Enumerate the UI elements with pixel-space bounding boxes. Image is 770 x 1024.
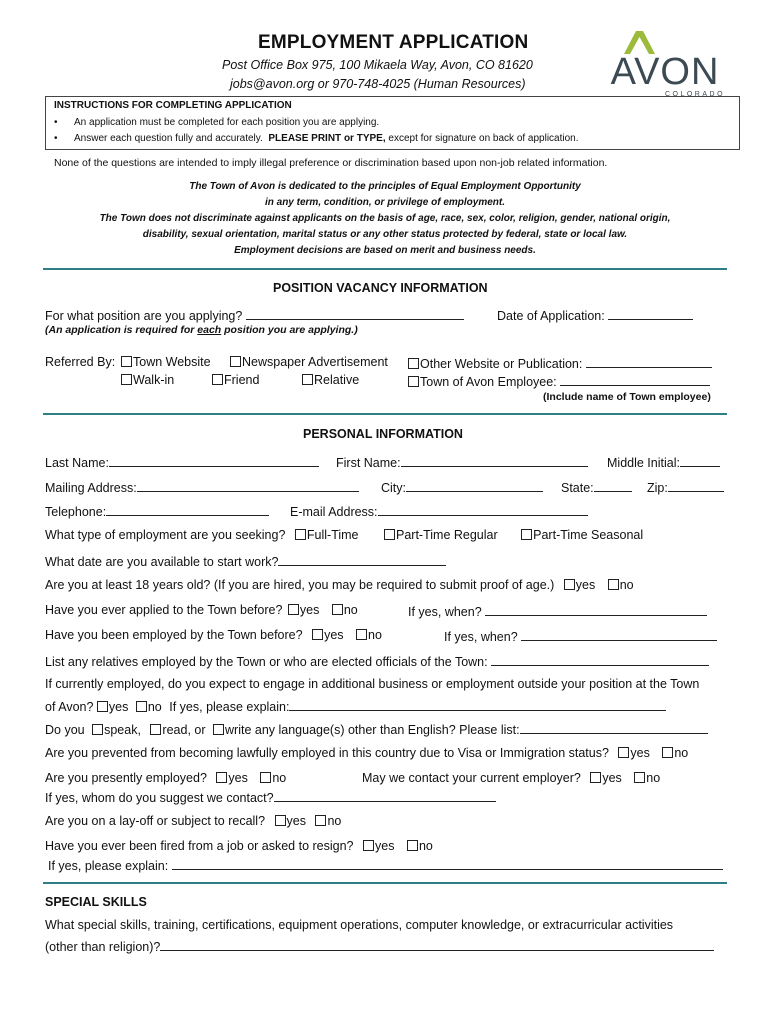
language-input[interactable] <box>520 721 708 734</box>
eeo-line-2: in any term, condition, or privilege of employment. <box>264 197 506 208</box>
instruction-text-1: An application must be completed for each position you are applying. <box>74 117 380 128</box>
part-time-seasonal-label: Part-Time Seasonal <box>533 528 644 542</box>
employment-type-label: What type of employment are you seeking? <box>45 528 286 542</box>
applied-when-input[interactable] <box>485 603 707 616</box>
no-label: no <box>343 603 358 617</box>
newspaper-checkbox[interactable] <box>230 356 241 367</box>
eeo-line-3: The Town does not discriminate against applicants on the basis of age, race, sex, color, religion, gender, national origin, <box>99 213 671 224</box>
fired-no-checkbox[interactable] <box>407 840 418 851</box>
vacancy-heading: POSITION VACANCY INFORMATION <box>273 281 488 295</box>
position-label: For what position are you applying? <box>45 309 243 323</box>
town-website-label: Town Website <box>133 355 211 369</box>
yes-label: yes <box>375 839 395 853</box>
avon-logo-graphic <box>603 28 728 98</box>
skills-question-line1: What special skills, training, certifications, equipment operations, computer knowledge, or extracurricular activities <box>45 918 674 932</box>
avon-logo <box>603 28 728 101</box>
state-label: State: <box>561 481 594 495</box>
yes-label: yes <box>324 628 344 642</box>
age-question <box>45 578 634 592</box>
yes-label: yes <box>228 771 248 785</box>
include-name-note: (Include name of Town employee) <box>543 391 711 403</box>
contact-employer-question <box>362 771 660 785</box>
relatives-input[interactable] <box>491 653 709 666</box>
contact-line: jobs@avon.org or 970-748-4025 (Human Resources) <box>230 77 526 91</box>
town-employee-label: Town of Avon Employee: <box>420 375 557 389</box>
employed-yes-checkbox[interactable] <box>312 629 323 640</box>
layoff-yes-checkbox[interactable] <box>275 815 286 826</box>
town-website-checkbox[interactable] <box>121 356 132 367</box>
instruction-text-2a: Answer each question fully and accurately. <box>74 133 263 144</box>
friend-checkbox[interactable] <box>212 374 223 385</box>
language-question <box>45 721 708 737</box>
no-label: no <box>368 628 382 642</box>
telephone-input[interactable] <box>106 503 269 516</box>
layoff-no-checkbox[interactable] <box>315 815 326 826</box>
employed-before-label: Have you been employed by the Town before? <box>45 628 303 642</box>
mailing-address-label: Mailing Address: <box>45 481 137 495</box>
yes-label: yes <box>630 746 650 760</box>
if-yes-when-label: If yes, when? <box>408 605 482 619</box>
instruction-text-2b: PLEASE PRINT or TYPE, <box>268 133 386 144</box>
skills-question-line2 <box>45 938 714 954</box>
if-yes-when-label: If yes, when? <box>444 630 518 644</box>
no-label: no <box>619 578 634 592</box>
employment-type-question <box>45 528 643 542</box>
business-avon-label: of Avon? <box>45 700 94 714</box>
mailing-address-field <box>45 479 359 495</box>
referred-by-label: Referred By: <box>45 355 116 369</box>
start-date-question <box>45 553 446 569</box>
applied-no-checkbox[interactable] <box>332 604 343 615</box>
applied-before-question <box>45 603 358 617</box>
employed-when-input[interactable] <box>521 628 717 641</box>
if-yes-explain-label: If yes, please explain: <box>48 859 169 873</box>
note-part-b: position you are applying.) <box>221 324 358 336</box>
city-input[interactable] <box>406 479 543 492</box>
section-divider <box>43 268 727 270</box>
address-line: Post Office Box 975, 100 Mikaela Way, Avon, CO 81620 <box>222 58 533 72</box>
note-each: each <box>197 324 222 336</box>
other-website-input[interactable] <box>586 355 712 368</box>
yes-label: yes <box>602 771 622 785</box>
ref-newspaper <box>230 355 388 369</box>
business-explain-input[interactable] <box>289 698 666 711</box>
date-of-application <box>497 307 693 323</box>
email-label: E-mail Address: <box>290 505 378 519</box>
visa-question <box>45 746 688 760</box>
instruction-text-2c: except for signature on back of application. <box>388 133 579 144</box>
applied-yes-checkbox[interactable] <box>288 604 299 615</box>
business-yes-checkbox[interactable] <box>97 701 108 712</box>
no-label: no <box>272 771 287 785</box>
eeo-line-4: disability, sexual orientation, marital status or any other status protected by federal, state or local law. <box>142 229 628 240</box>
fired-label: Have you ever been fired from a job or asked to resign? <box>45 839 354 853</box>
visa-no-checkbox[interactable] <box>662 747 673 758</box>
logo-wordmark: AVON <box>610 51 720 93</box>
middle-initial-field <box>607 454 720 470</box>
do-you-label: Do you <box>45 723 85 737</box>
contact-employer-label: May we contact your current employer? <box>362 771 581 785</box>
eeo-line-1: The Town of Avon is dedicated to the principles of Equal Employment Opportunity <box>189 181 581 192</box>
age-label: Are you at least 18 years old? (If you are hired, you may be required to submit proof of age.) <box>45 578 555 592</box>
instruction-bullet-2: • Answer each question fully and accurately. PLEASE PRINT or TYPE, except for signature on back of application. <box>54 133 579 144</box>
section-divider <box>43 882 727 884</box>
skills-input[interactable] <box>160 938 714 951</box>
zip-field <box>647 479 724 495</box>
speak-checkbox[interactable] <box>92 724 103 735</box>
age-no-checkbox[interactable] <box>608 579 619 590</box>
telephone-label: Telephone: <box>45 505 107 519</box>
other-website-label: Other Website or Publication: <box>420 357 583 371</box>
date-application-label: Date of Application: <box>497 309 605 323</box>
first-name-label: First Name: <box>336 456 401 470</box>
instructions-heading: INSTRUCTIONS FOR COMPLETING APPLICATION <box>54 100 292 111</box>
no-label: no <box>147 700 162 714</box>
write-checkbox[interactable] <box>213 724 224 735</box>
relatives-label: List any relatives employed by the Town or who are elected officials of the Town: <box>45 655 488 669</box>
ref-other-website <box>408 355 712 371</box>
town-employee-input[interactable] <box>560 373 710 386</box>
email-field <box>290 503 588 519</box>
state-field <box>561 479 632 495</box>
ref-town-website <box>121 355 211 369</box>
fired-question <box>45 839 433 853</box>
ref-walkin <box>121 373 174 387</box>
ref-town-employee <box>408 373 710 389</box>
whom-contact-label: If yes, whom do you suggest we contact? <box>45 791 274 805</box>
city-label: City: <box>381 481 406 495</box>
walkin-label: Walk-in <box>133 373 175 387</box>
no-label: no <box>674 746 689 760</box>
fired-yes-checkbox[interactable] <box>363 840 374 851</box>
zip-label: Zip: <box>647 481 668 495</box>
write-language-label: write any language(s) other than English? Please list: <box>225 723 520 737</box>
section-divider <box>43 413 727 415</box>
last-name-field <box>45 454 319 470</box>
age-yes-checkbox[interactable] <box>564 579 575 590</box>
business-question-line1: If currently employed, do you expect to engage in additional business or employment outside your position at the Town <box>45 677 700 691</box>
no-label: no <box>327 814 342 828</box>
email-input[interactable] <box>378 503 588 516</box>
page-title: EMPLOYMENT APPLICATION <box>258 32 529 53</box>
position-question <box>45 307 464 323</box>
part-time-seasonal-checkbox[interactable] <box>521 529 532 540</box>
zip-input[interactable] <box>668 479 724 492</box>
other-website-checkbox[interactable] <box>408 358 419 369</box>
no-label: no <box>418 839 433 853</box>
yes-label: yes <box>575 578 596 592</box>
skills-heading: SPECIAL SKILLS <box>45 895 147 909</box>
contact-no-checkbox[interactable] <box>634 772 645 783</box>
contact-yes-checkbox[interactable] <box>590 772 601 783</box>
visa-yes-checkbox[interactable] <box>618 747 629 758</box>
read-label: read, or <box>162 723 206 737</box>
walkin-checkbox[interactable] <box>121 374 132 385</box>
part-time-regular-label: Part-Time Regular <box>396 528 498 542</box>
full-time-label: Full-Time <box>306 528 359 542</box>
relative-checkbox[interactable] <box>302 374 313 385</box>
middle-initial-label: Middle Initial: <box>607 456 680 470</box>
full-time-checkbox[interactable] <box>295 529 306 540</box>
last-name-input[interactable] <box>109 454 319 467</box>
note-part-a: (An application is required for <box>45 324 198 336</box>
ref-friend <box>212 373 259 387</box>
instruction-bullet-1: • An application must be completed for each position you are applying. <box>54 117 380 128</box>
yes-label: yes <box>108 700 129 714</box>
instructions-box <box>45 96 740 150</box>
business-no-checkbox[interactable] <box>136 701 147 712</box>
business-question-line2 <box>45 698 666 714</box>
layoff-label: Are you on a lay-off or subject to recall? <box>45 814 266 828</box>
whom-contact-input[interactable] <box>274 789 496 802</box>
part-time-regular-checkbox[interactable] <box>384 529 395 540</box>
presently-employed-label: Are you presently employed? <box>45 771 207 785</box>
application-note <box>45 324 358 336</box>
city-field <box>381 479 543 495</box>
logo-subtitle: COLORADO <box>664 91 726 98</box>
relative-label: Relative <box>314 373 360 387</box>
if-yes-explain-label: If yes, please explain: <box>169 700 290 714</box>
middle-initial-input[interactable] <box>680 454 720 467</box>
no-label: no <box>646 771 661 785</box>
read-checkbox[interactable] <box>150 724 161 735</box>
presently-no-checkbox[interactable] <box>260 772 271 783</box>
date-application-input[interactable] <box>608 307 693 320</box>
first-name-input[interactable] <box>401 454 588 467</box>
whom-contact-question <box>45 789 496 805</box>
applied-when-field <box>408 603 707 619</box>
speak-label: speak, <box>104 723 141 737</box>
skills-other-than-religion: (other than religion)? <box>45 940 161 954</box>
disclaimer-text: None of the questions are intended to imply illegal preference or discrimination based upon non-job related information. <box>54 157 608 169</box>
yes-label: yes <box>299 603 320 617</box>
yes-label: yes <box>286 814 306 828</box>
friend-label: Friend <box>224 373 260 387</box>
layoff-question <box>45 814 341 828</box>
visa-label: Are you prevented from becoming lawfully employed in this country due to Visa or Immigration status? <box>45 746 609 760</box>
last-name-label: Last Name: <box>45 456 109 470</box>
personal-heading: PERSONAL INFORMATION <box>303 427 463 441</box>
state-input[interactable] <box>594 479 632 492</box>
presently-yes-checkbox[interactable] <box>216 772 227 783</box>
fired-explain-input[interactable] <box>172 857 723 870</box>
mailing-address-input[interactable] <box>137 479 359 492</box>
town-employee-checkbox[interactable] <box>408 376 419 387</box>
employed-when-field <box>444 628 717 644</box>
start-date-label: What date are you available to start work? <box>45 555 279 569</box>
applied-before-label: Have you ever applied to the Town before? <box>45 603 283 617</box>
telephone-field <box>45 503 269 519</box>
employed-no-checkbox[interactable] <box>356 629 367 640</box>
eeo-line-5: Employment decisions are based on merit and business needs. <box>234 245 536 256</box>
employed-before-question <box>45 628 382 642</box>
ref-relative <box>302 373 359 387</box>
newspaper-label: Newspaper Advertisement <box>242 355 388 369</box>
relatives-question <box>45 653 709 669</box>
first-name-field <box>336 454 588 470</box>
fired-explain-field <box>48 857 723 873</box>
position-input[interactable] <box>246 307 464 320</box>
start-date-input[interactable] <box>278 553 446 566</box>
presently-employed-question <box>45 771 286 785</box>
